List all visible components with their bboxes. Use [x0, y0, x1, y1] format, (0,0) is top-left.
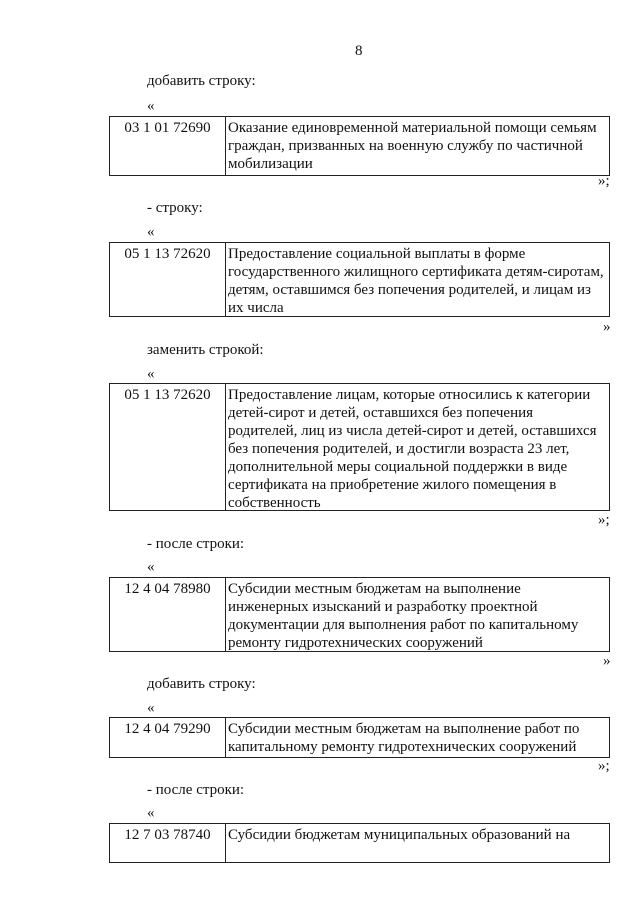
open-quote: « [147, 805, 155, 821]
budget-code: 12 4 04 78980 [110, 578, 226, 651]
row-description: Предоставление социальной выплаты в форме государственного жилищного сертификата детям-сиротам, детям, оставшимся без попечения родителей, и лицам из их числа [228, 246, 604, 316]
instruction-text: - строку: [147, 200, 203, 216]
page-number: 8 [355, 43, 363, 59]
instruction-text: - после строки: [147, 536, 245, 552]
open-quote: « [147, 224, 155, 240]
close-quote: »; [598, 173, 610, 189]
instruction-text: добавить строку: [147, 73, 256, 89]
row-description: Субсидии местным бюджетам на выполнение инженерных изысканий и разработку проектной документации для выполнения работ по капитальному ремонту гидротехнических сооружений [228, 581, 579, 651]
row-description: Субсидии бюджетам муниципальных образований на [228, 827, 571, 843]
close-quote: »; [598, 512, 610, 528]
budget-code: 05 1 13 72620 [110, 243, 226, 316]
open-quote: « [147, 700, 155, 716]
close-quote: » [603, 319, 611, 335]
close-quote: » [603, 653, 611, 669]
table-row [109, 116, 610, 176]
table-row [109, 823, 610, 863]
instruction-text: добавить строку: [147, 676, 256, 692]
open-quote: « [147, 559, 155, 575]
table-row [109, 577, 610, 652]
instruction-text: - после строки: [147, 782, 245, 798]
open-quote: « [147, 98, 155, 114]
row-description: Предоставление лицам, которые относились к категории детей-сирот и детей, оставшихся без попечения родителей, лиц из числа детей-сирот и детей, оставшихся без попечения родителей, и достигли возраста 23 лет, дополнительной меры социальной поддержки в виде сертификата на приобретение жилого помещения в собственность [228, 387, 597, 511]
row-description: Субсидии местным бюджетам на выполнение работ по капитальному ремонту гидротехнических сооружений [228, 721, 580, 755]
table-row [109, 242, 610, 317]
budget-code: 12 4 04 79290 [110, 718, 226, 757]
budget-code: 03 1 01 72690 [110, 117, 226, 175]
open-quote: « [147, 366, 155, 382]
row-description: Оказание единовременной материальной помощи семьям граждан, призванных на военную службу по частичной мобилизации [228, 120, 597, 172]
budget-code: 12 7 03 78740 [110, 824, 226, 862]
instruction-text: заменить строкой: [147, 342, 264, 358]
budget-code: 05 1 13 72620 [110, 384, 226, 510]
close-quote: »; [598, 758, 610, 774]
table-row [109, 717, 610, 758]
table-row [109, 383, 610, 511]
